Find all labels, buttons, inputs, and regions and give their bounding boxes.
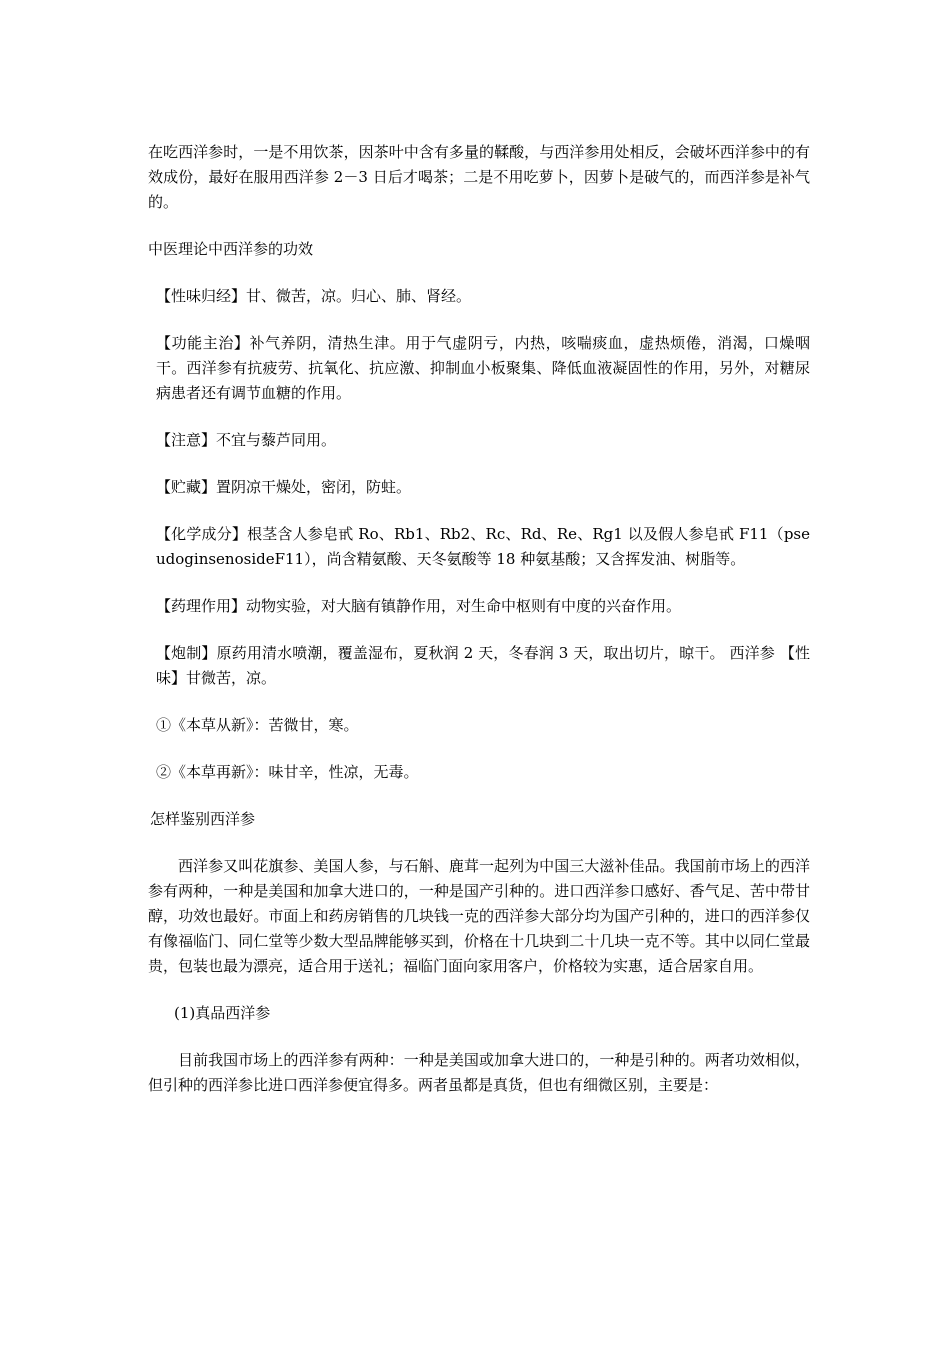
paragraph-overview: 西洋参又叫花旗参、美国人参，与石斛、鹿茸一起列为中国三大滋补佳品。我国前市场上的西洋参有两种，一种是美国和加拿大进口的，一种是国产引种的。进口西洋参口感好、香气足、苦中带甘醇，功效也最好。市面上和药房销售的几块钱一克的西洋参大部分均为国产引种的，进口的西洋参仅有像福临门、同仁堂等少数大型品牌能够买到，价格在十几块到二十几块一克不等。其中以同仁堂最贵，包装也最为漂亮，适合用于送礼；福临门面向家用客户，价格较为实惠，适合居家自用。 — [148, 857, 810, 975]
section-heading-efficacy: 中医理论中西洋参的功效 — [148, 240, 314, 258]
paragraph-genuine: 目前我国市场上的西洋参有两种：一种是美国或加拿大进口的，一种是引种的。两者功效相似，但引种的西洋参比进口西洋参便宜得多。两者虽都是真货，但也有细微区别，主要是： — [148, 1051, 810, 1094]
paragraph-storage: 【贮藏】置阴凉干燥处，密闭，防蛀。 — [156, 478, 412, 496]
paragraph-processing: 【炮制】原药用清水喷潮，覆盖湿布，夏秋润 2 天，冬春润 3 天，取出切片，晾干。 西洋参 【性味】甘微苦，凉。 — [156, 644, 810, 687]
paragraph-taste-meridian: 【性味归经】甘、微苦，凉。归心、肺、肾经。 — [156, 287, 472, 305]
section-heading-identify: 怎样鉴别西洋参 — [150, 810, 256, 828]
paragraph-pharmacology: 【药理作用】动物实验，对大脑有镇静作用，对生命中枢则有中度的兴奋作用。 — [156, 597, 682, 615]
paragraph-chemical: 【化学成分】根茎含人参皂甙 Ro、Rb1、Rb2、Rc、Rd、Re、Rg1 以及假人参皂甙 F11（pseudoginsenosideF11），尚含精氨酸、天冬氨酸等 18 种氨基酸；又含挥发油、树脂等。 — [156, 525, 810, 568]
document-page — [148, 140, 810, 1098]
paragraph-citation-2: ②《本草再新》：味甘辛，性凉，无毒。 — [156, 763, 419, 781]
paragraph-functions: 【功能主治】补气养阴，清热生津。用于气虚阴亏，内热，咳喘痰血，虚热烦倦，消渴，口燥咽干。西洋参有抗疲劳、抗氧化、抗应激、抑制血小板聚集、降低血液凝固性的作用，另外，对糖尿病患者还有调节血糖的作用。 — [156, 334, 810, 402]
paragraph-citation-1: ①《本草从新》：苦微甘，寒。 — [156, 716, 359, 734]
paragraph-caution: 【注意】不宜与藜芦同用。 — [156, 431, 337, 449]
intro-paragraph: 在吃西洋参时，一是不用饮茶，因茶叶中含有多量的鞣酸，与西洋参用处相反，会破坏西洋参中的有效成份，最好在服用西洋参 2－3 日后才喝茶；二是不用吃萝卜，因萝卜是破气的，而西洋参是补气的。 — [148, 143, 810, 211]
subheading-genuine: (1)真品西洋参 — [174, 1004, 271, 1022]
